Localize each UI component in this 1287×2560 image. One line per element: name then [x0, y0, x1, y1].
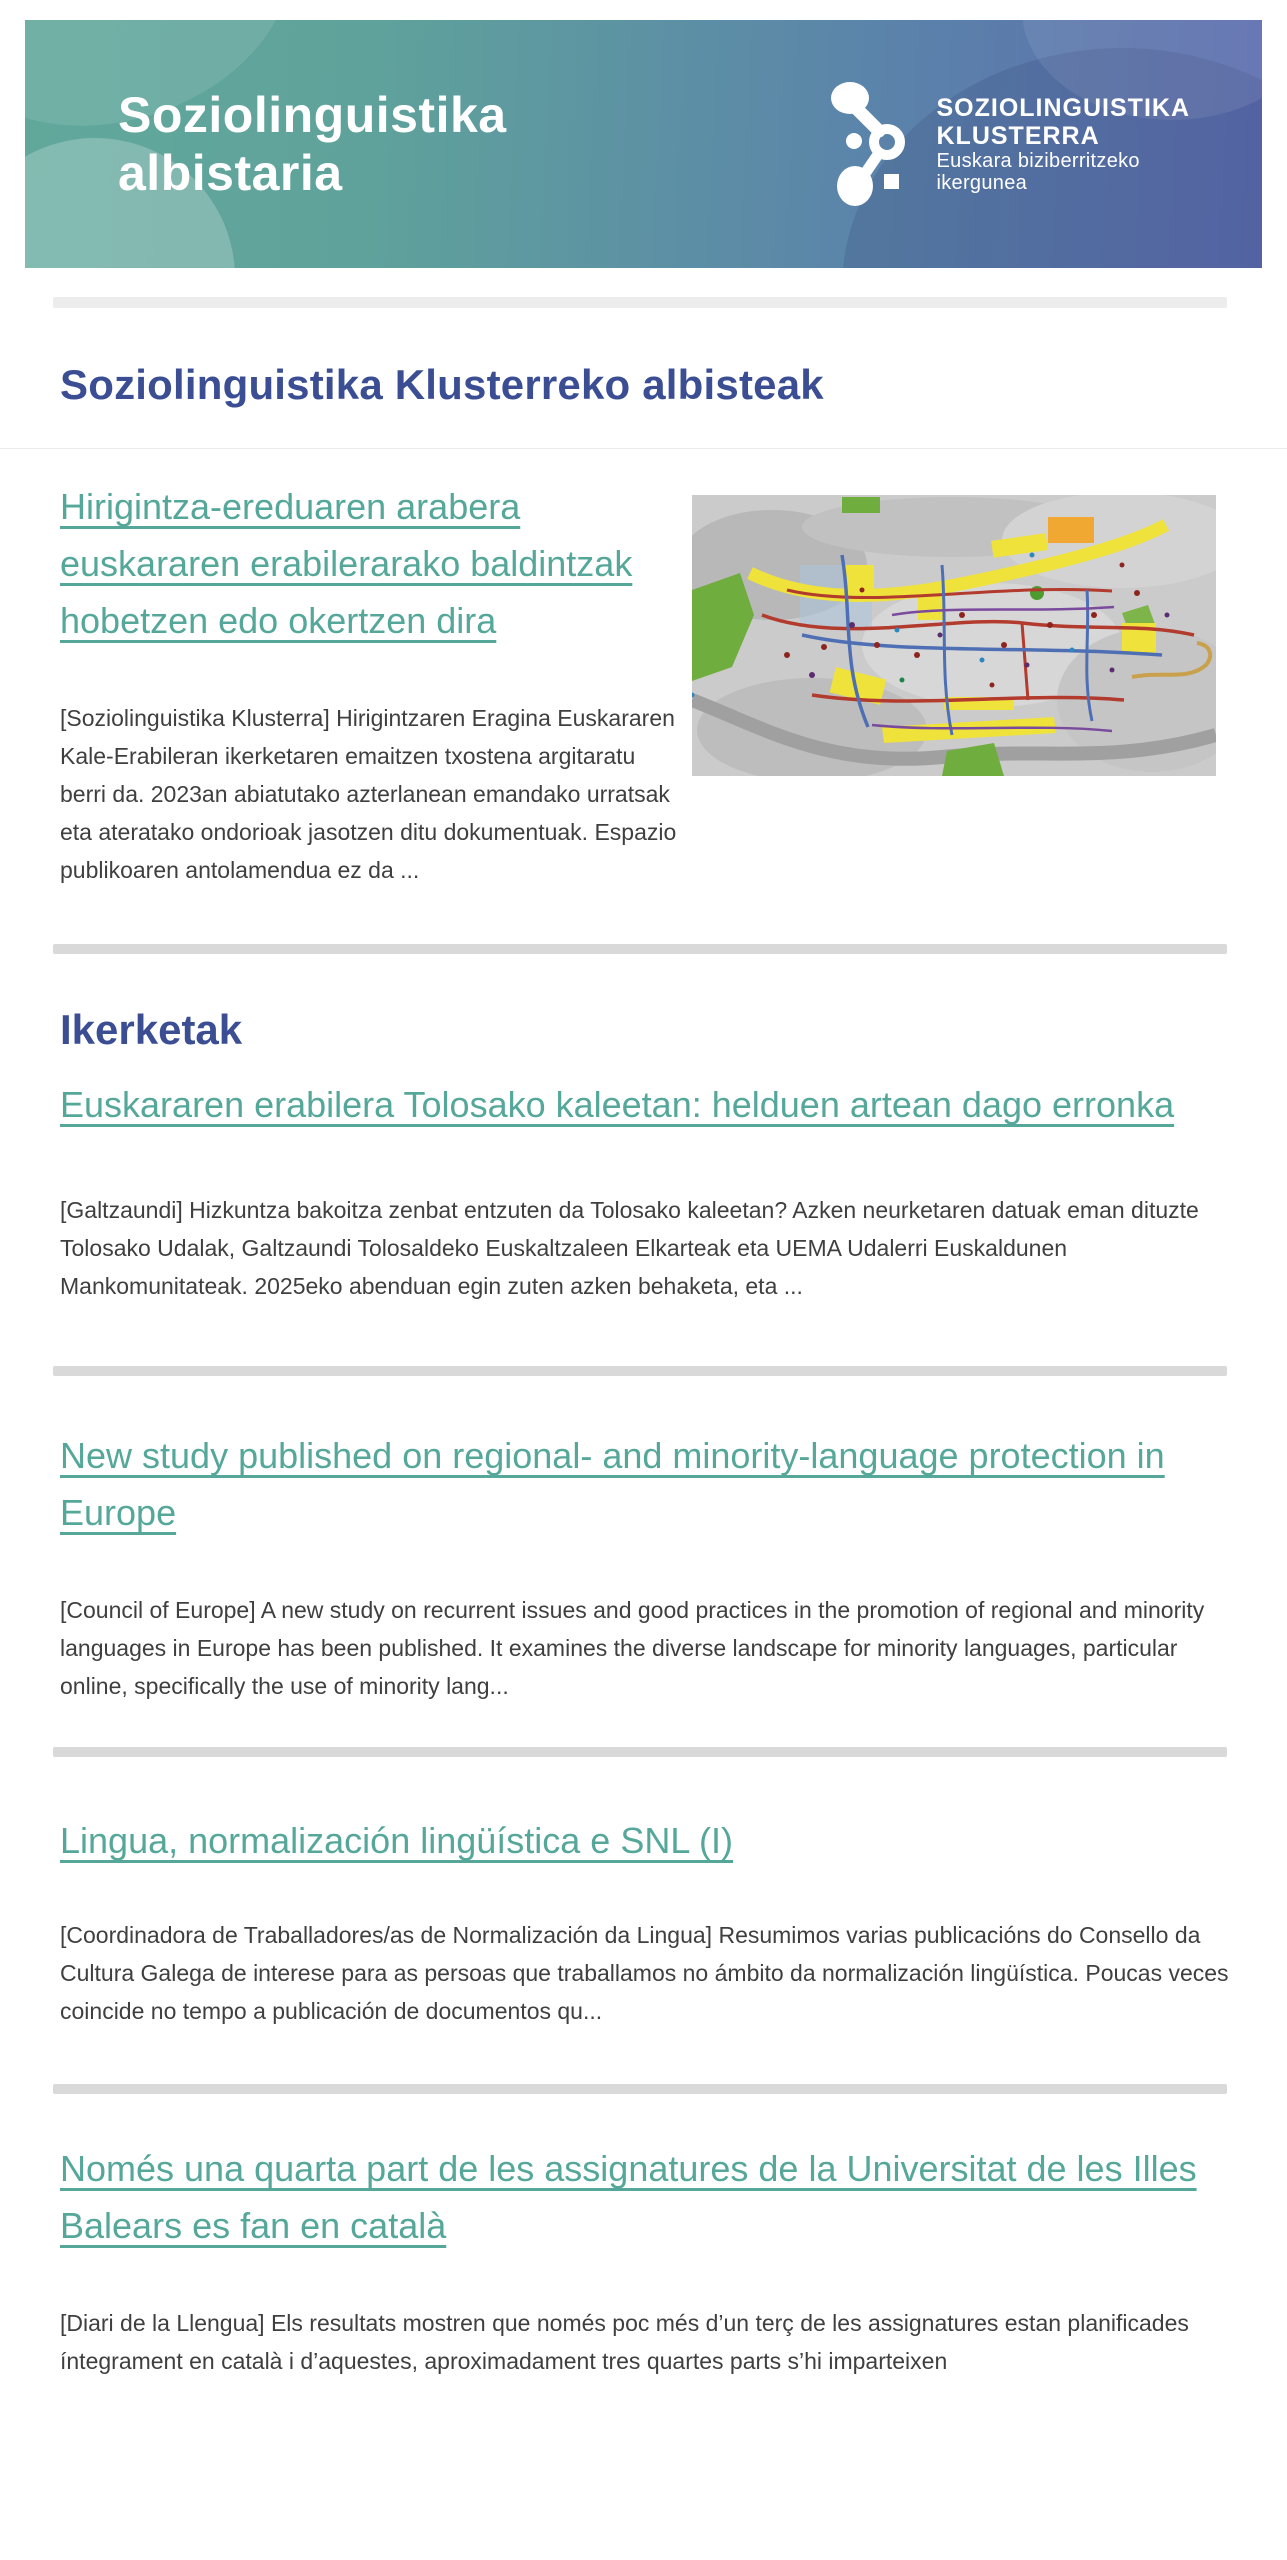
logo-tagline-line1: Euskara biziberritzeko — [936, 150, 1140, 172]
section-divider-2 — [53, 1366, 1227, 1376]
article-1 — [0, 449, 1287, 934]
newsletter-title — [118, 86, 507, 202]
article-1-summary: [Soziolinguistika Klusterra] Hirigintzaren Eragina Euskararen Kale-Erabileran ikerketaren emaitzen txostena argitaratu berri da. 2023an abiatutako azterlanean emandako urratsak eta ateratako ondorioak jasotzen ditu dokumentuak. Espazio publikoaren antolamendua ez da ... — [60, 705, 677, 883]
article-1-text-column — [60, 478, 680, 889]
article-5-title-link[interactable]: Només una quarta part de les assignatures de la Universitat de les Illes Balears es fan en català — [60, 2148, 1197, 2246]
page-title: Soziolinguistika Klusterreko albisteak — [60, 361, 824, 408]
klusterra-logo-cluster-icon — [831, 79, 909, 209]
section-divider-3 — [53, 1747, 1227, 1757]
section-divider-1 — [53, 944, 1227, 954]
top-divider — [53, 297, 1227, 308]
klusterra-logo-text — [937, 94, 1191, 194]
logo-name-line2: KLUSTERRA — [936, 122, 1100, 150]
article-2 — [60, 1076, 1235, 1305]
article-2-title-link[interactable]: Euskararen erabilera Tolosako kaleetan: helduen artean dago erronka — [60, 1084, 1175, 1125]
article-1-map-image[interactable] — [692, 495, 1216, 776]
street-use-map-graphic — [692, 495, 1216, 776]
section-title-ikerketak: Ikerketak — [60, 1006, 243, 1053]
newsletter-banner — [25, 20, 1262, 268]
article-2-summary: [Galtzaundi] Hizkuntza bakoitza zenbat entzuten da Tolosako kaleetan? Azken neurketaren datuak eman dituzte Tolosako Udalak, Galtzaundi Tolosaldeko Euskaltzaleen Elkarteak eta UEMA Udalerri Euskaldunen Mankomunitateak. 2025eko abenduan egin zuten azken behaketa, eta ... — [60, 1197, 1199, 1299]
article-3-summary: [Council of Europe] A new study on recurrent issues and good practices in the promotion of regional and minority languages in Europe has been published. It examines the diverse landscape for minority languages, particular online, specifically the use of minority lang... — [60, 1597, 1205, 1699]
newsletter-title-line1: Soziolinguistika — [118, 87, 507, 143]
logo-tagline-line2: ikergunea — [936, 172, 1028, 194]
heading-card — [0, 339, 1287, 449]
article-5-summary: [Diari de la Llengua] Els resultats mostren que només poc més d’un terç de les assignatures estan planificades íntegrament en català i d’aquestes, aproximadament tres quartes parts s’hi imparteixen — [60, 2310, 1189, 2374]
article-5 — [60, 2140, 1235, 2380]
article-1-title-link[interactable]: Hirigintza-ereduaren arabera euskararen erabilerarako baldintzak hobetzen edo okertzen dira — [60, 486, 633, 641]
article-4-summary: [Coordinadora de Traballadores/as de Normalización da Lingua] Resumimos varias publicacións do Consello da Cultura Galega de interese para as persoas que traballamos no ámbito da normalización lingüística. Poucas veces coincide no tempo a publicación de documentos qu... — [60, 1922, 1229, 2024]
article-4-title-link[interactable]: Lingua, normalización lingüística e SNL (I) — [60, 1820, 733, 1861]
newsletter-title-line2: albistaria — [118, 145, 343, 201]
article-3 — [60, 1427, 1235, 1705]
klusterra-logo — [831, 79, 1191, 209]
article-4 — [60, 1812, 1235, 2030]
section-divider-4 — [53, 2084, 1227, 2094]
article-3-title-link[interactable]: New study published on regional- and minority-language protection in Europe — [60, 1435, 1165, 1533]
logo-name-line1: SOZIOLINGUISTIKA — [936, 94, 1190, 122]
